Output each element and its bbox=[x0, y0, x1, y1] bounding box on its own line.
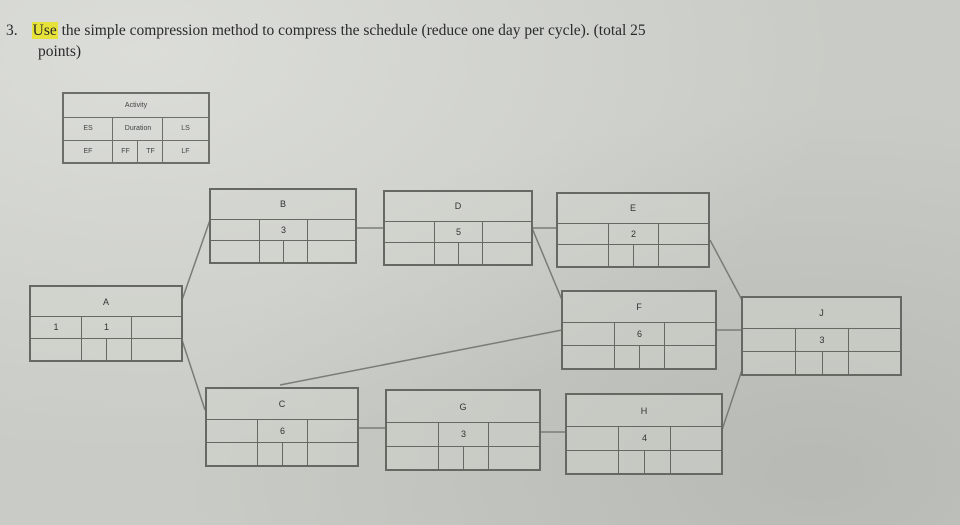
link-a-c bbox=[182, 340, 205, 410]
link-a-b bbox=[182, 220, 210, 300]
question-number: 3. bbox=[6, 22, 18, 39]
activity-es bbox=[387, 422, 438, 445]
activity-lf bbox=[670, 450, 721, 473]
activity-duration: 5 bbox=[434, 221, 483, 243]
activity-duration: 6 bbox=[614, 322, 665, 345]
activity-lf bbox=[131, 338, 181, 360]
activity-node-h bbox=[565, 393, 723, 475]
activity-es bbox=[743, 328, 795, 351]
activity-tf bbox=[106, 338, 131, 360]
activity-tf bbox=[282, 442, 307, 465]
activity-node-c bbox=[205, 387, 359, 467]
activity-node-a bbox=[29, 285, 183, 362]
activity-ef bbox=[385, 242, 434, 264]
activity-node-f bbox=[561, 290, 717, 370]
activity-ef bbox=[31, 338, 81, 360]
legend-ef-label: EF bbox=[83, 147, 93, 155]
activity-duration: 6 bbox=[257, 419, 307, 442]
activity-ls bbox=[848, 328, 900, 351]
activity-name: H bbox=[567, 395, 721, 427]
activity-duration: 1 bbox=[81, 316, 131, 338]
activity-middle-row bbox=[563, 322, 715, 346]
activity-middle-row bbox=[387, 422, 539, 446]
activity-ls bbox=[307, 219, 355, 241]
activity-es: 1 bbox=[53, 322, 59, 333]
activity-name: D bbox=[385, 192, 531, 222]
activity-bottom-row bbox=[563, 345, 715, 368]
activity-ls bbox=[664, 322, 715, 345]
activity-bottom-row bbox=[207, 442, 357, 465]
legend-ls-label: LS bbox=[162, 117, 208, 140]
activity-name: F bbox=[563, 292, 715, 323]
activity-ls bbox=[131, 316, 181, 338]
activity-duration: 3 bbox=[259, 219, 307, 241]
activity-ff bbox=[81, 338, 106, 360]
activity-bottom-row bbox=[567, 450, 721, 473]
activity-middle-row bbox=[558, 223, 708, 246]
activity-bottom-row bbox=[385, 242, 531, 264]
legend-ff-label: FF bbox=[112, 140, 138, 162]
activity-ef bbox=[743, 351, 795, 374]
activity-middle-row bbox=[567, 426, 721, 450]
activity-ff bbox=[608, 244, 633, 266]
question-line-1: the simple compression method to compress the schedule (reduce one day per cycle). (total 25 bbox=[57, 22, 646, 39]
activity-tf bbox=[822, 351, 848, 374]
activity-ls bbox=[488, 422, 539, 445]
activity-es bbox=[567, 426, 618, 449]
activity-duration: 3 bbox=[438, 422, 489, 445]
activity-node-b bbox=[209, 188, 357, 264]
activity-lf bbox=[488, 446, 539, 469]
activity-node-d bbox=[383, 190, 533, 266]
activity-ff bbox=[618, 450, 644, 473]
activity-ls bbox=[307, 419, 357, 442]
activity-ff bbox=[614, 345, 639, 368]
activity-ff bbox=[257, 442, 282, 465]
activity-ff bbox=[795, 351, 821, 374]
activity-lf bbox=[307, 240, 355, 262]
activity-duration: 4 bbox=[618, 426, 669, 449]
activity-middle-row bbox=[211, 219, 355, 242]
activity-bottom-row bbox=[743, 351, 900, 374]
activity-tf bbox=[644, 450, 670, 473]
activity-es bbox=[558, 223, 608, 245]
question-line-2: points) bbox=[38, 43, 82, 60]
activity-tf bbox=[463, 446, 488, 469]
activity-ef bbox=[567, 450, 618, 473]
link-c-f bbox=[280, 330, 562, 385]
activity-middle-row bbox=[31, 316, 181, 339]
activity-tf bbox=[283, 240, 307, 262]
activity-bottom-row bbox=[558, 244, 708, 266]
activity-ff bbox=[434, 242, 458, 264]
activity-ef bbox=[207, 442, 257, 465]
activity-ef bbox=[387, 446, 438, 469]
activity-ls bbox=[482, 221, 531, 243]
activity-name: J bbox=[743, 298, 900, 329]
activity-middle-row bbox=[385, 221, 531, 244]
legend-lf-label: LF bbox=[162, 140, 208, 162]
link-h-j bbox=[722, 370, 742, 430]
highlighted-word: Use bbox=[32, 22, 57, 39]
activity-name: B bbox=[211, 190, 355, 220]
activity-ls bbox=[670, 426, 721, 449]
activity-lf bbox=[307, 442, 357, 465]
activity-ff bbox=[438, 446, 463, 469]
activity-node-j bbox=[741, 296, 902, 376]
activity-ef bbox=[211, 240, 259, 262]
activity-bottom-row bbox=[387, 446, 539, 469]
activity-lf bbox=[664, 345, 715, 368]
activity-es bbox=[563, 322, 614, 345]
activity-ef bbox=[558, 244, 608, 266]
activity-es bbox=[385, 221, 434, 243]
activity-bottom-row bbox=[211, 240, 355, 262]
activity-duration: 2 bbox=[608, 223, 658, 245]
activity-name: G bbox=[387, 391, 539, 423]
activity-es bbox=[211, 219, 259, 241]
activity-lf bbox=[848, 351, 900, 374]
activity-lf bbox=[482, 242, 531, 264]
legend-duration-label: Duration bbox=[112, 117, 163, 140]
activity-duration: 3 bbox=[795, 328, 847, 351]
activity-lf bbox=[658, 244, 708, 266]
activity-node-g bbox=[385, 389, 541, 471]
activity-tf bbox=[633, 244, 658, 266]
activity-node-e bbox=[556, 192, 710, 268]
legend-es-label: ES bbox=[83, 125, 93, 132]
activity-tf bbox=[639, 345, 664, 368]
legend-tf-label: TF bbox=[137, 140, 163, 162]
activity-ef bbox=[563, 345, 614, 368]
activity-name: E bbox=[558, 194, 708, 224]
activity-middle-row bbox=[207, 419, 357, 443]
activity-ff bbox=[259, 240, 283, 262]
activity-middle-row bbox=[743, 328, 900, 352]
activity-ls bbox=[658, 223, 708, 245]
legend-activity-label: Activity bbox=[124, 102, 148, 109]
activity-name: C bbox=[207, 389, 357, 420]
activity-es bbox=[207, 419, 257, 442]
activity-tf bbox=[458, 242, 482, 264]
activity-name: A bbox=[31, 287, 181, 317]
activity-bottom-row bbox=[31, 338, 181, 360]
